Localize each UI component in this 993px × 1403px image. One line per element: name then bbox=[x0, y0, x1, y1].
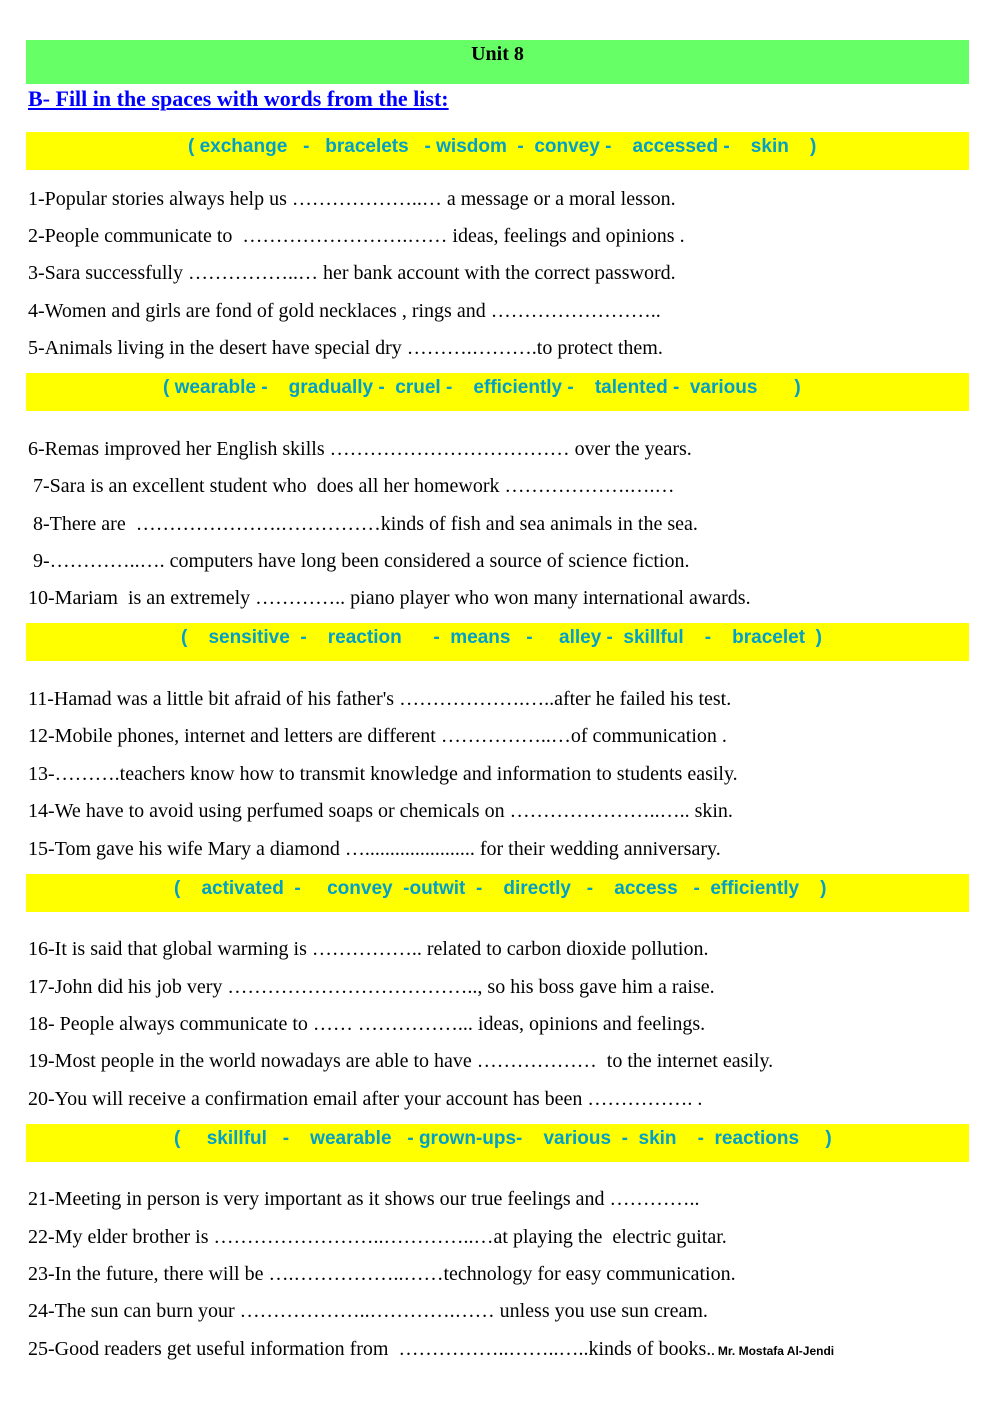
sentence-1: 1-Popular stories always help us ………………..… a message or a moral lesson. bbox=[28, 188, 676, 210]
sentence-12: 12-Mobile phones, internet and letters are different ……………..…of communication . bbox=[28, 725, 727, 747]
sentence-18: 18- People always communicate to …… ……………... ideas, opinions and feelings. bbox=[28, 1013, 706, 1035]
word-bank-2-text: ( wearable - gradually - cruel - efficiently - talented - various ) bbox=[163, 377, 801, 398]
word-bank-1 bbox=[26, 132, 969, 170]
sentence-4: 4-Women and girls are fond of gold necklaces , rings and …………………….. bbox=[28, 300, 661, 322]
word-bank-5-text: ( skillful - wearable - grown-ups- various - skin - reactions ) bbox=[174, 1128, 832, 1149]
word-bank-3-text: ( sensitive - reaction - means - alley - skillful - bracelet ) bbox=[181, 627, 822, 648]
sentence-13: 13-……….teachers know how to transmit knowledge and information to students easily. bbox=[28, 763, 738, 785]
sentence-10: 10-Mariam is an extremely ………….. piano player who won many international awards. bbox=[28, 587, 751, 609]
sentence-23: 23-In the future, there will be ….……………..……technology for easy communication. bbox=[28, 1263, 736, 1285]
word-bank-4-text: ( activated - convey -outwit - directly - access - efficiently ) bbox=[174, 878, 827, 899]
sentence-20: 20-You will receive a confirmation email after your account has been ……………. . bbox=[28, 1088, 703, 1110]
sentence-3: 3-Sara successfully ……………..… her bank account with the correct password. bbox=[28, 262, 676, 284]
sentence-14: 14-We have to avoid using perfumed soaps or chemicals on …………………..….. skin. bbox=[28, 800, 733, 822]
word-bank-5 bbox=[26, 1124, 969, 1162]
word-bank-1-text: ( exchange - bracelets - wisdom - convey - accessed - skin ) bbox=[188, 136, 817, 157]
sentence-2: 2-People communicate to …………………….…… ideas, feelings and opinions . bbox=[28, 225, 685, 247]
sentence-25-line bbox=[28, 1338, 834, 1361]
word-bank-2 bbox=[26, 373, 969, 411]
sentence-15: 15-Tom gave his wife Mary a diamond …...................... for their wedding anniversary. bbox=[28, 838, 721, 860]
sentence-7: 7-Sara is an excellent student who does all her homework ……………….….… bbox=[28, 475, 675, 497]
author-signature: . Mr. Mostafa Al-Jendi bbox=[711, 1344, 835, 1358]
sentence-5: 5-Animals living in the desert have special dry ……….……….to protect them. bbox=[28, 337, 663, 359]
sentence-6: 6-Remas improved her English skills ……………………………… over the years. bbox=[28, 438, 692, 460]
unit-title-bar bbox=[26, 40, 969, 84]
sentence-19: 19-Most people in the world nowadays are able to have ……………… to the internet easily. bbox=[28, 1050, 774, 1072]
sentence-24: 24-The sun can burn your ………………..………….…… unless you use sun cream. bbox=[28, 1300, 708, 1322]
sentence-21: 21-Meeting in person is very important as it shows our true feelings and ………….. bbox=[28, 1188, 700, 1210]
word-bank-3 bbox=[26, 623, 969, 661]
sentence-25: 25-Good readers get useful information from ……………..……..…..kinds of books. bbox=[28, 1338, 712, 1360]
section-heading: B- Fill in the spaces with words from the list: bbox=[28, 86, 449, 111]
unit-title: Unit 8 bbox=[471, 43, 524, 65]
sentence-11: 11-Hamad was a little bit afraid of his father's ……………….…..after he failed his test. bbox=[28, 688, 732, 710]
sentence-9: 9-…………..…. computers have long been considered a source of science fiction. bbox=[28, 550, 690, 572]
sentence-17: 17-John did his job very ……………………………….., so his boss gave him a raise. bbox=[28, 976, 715, 998]
word-bank-4 bbox=[26, 874, 969, 912]
sentence-8: 8-There are ………………….……………kinds of fish and sea animals in the sea. bbox=[28, 513, 698, 535]
sentence-22: 22-My elder brother is ……………………..…………..…at playing the electric guitar. bbox=[28, 1226, 727, 1248]
sentence-16: 16-It is said that global warming is …………….. related to carbon dioxide pollution. bbox=[28, 938, 709, 960]
